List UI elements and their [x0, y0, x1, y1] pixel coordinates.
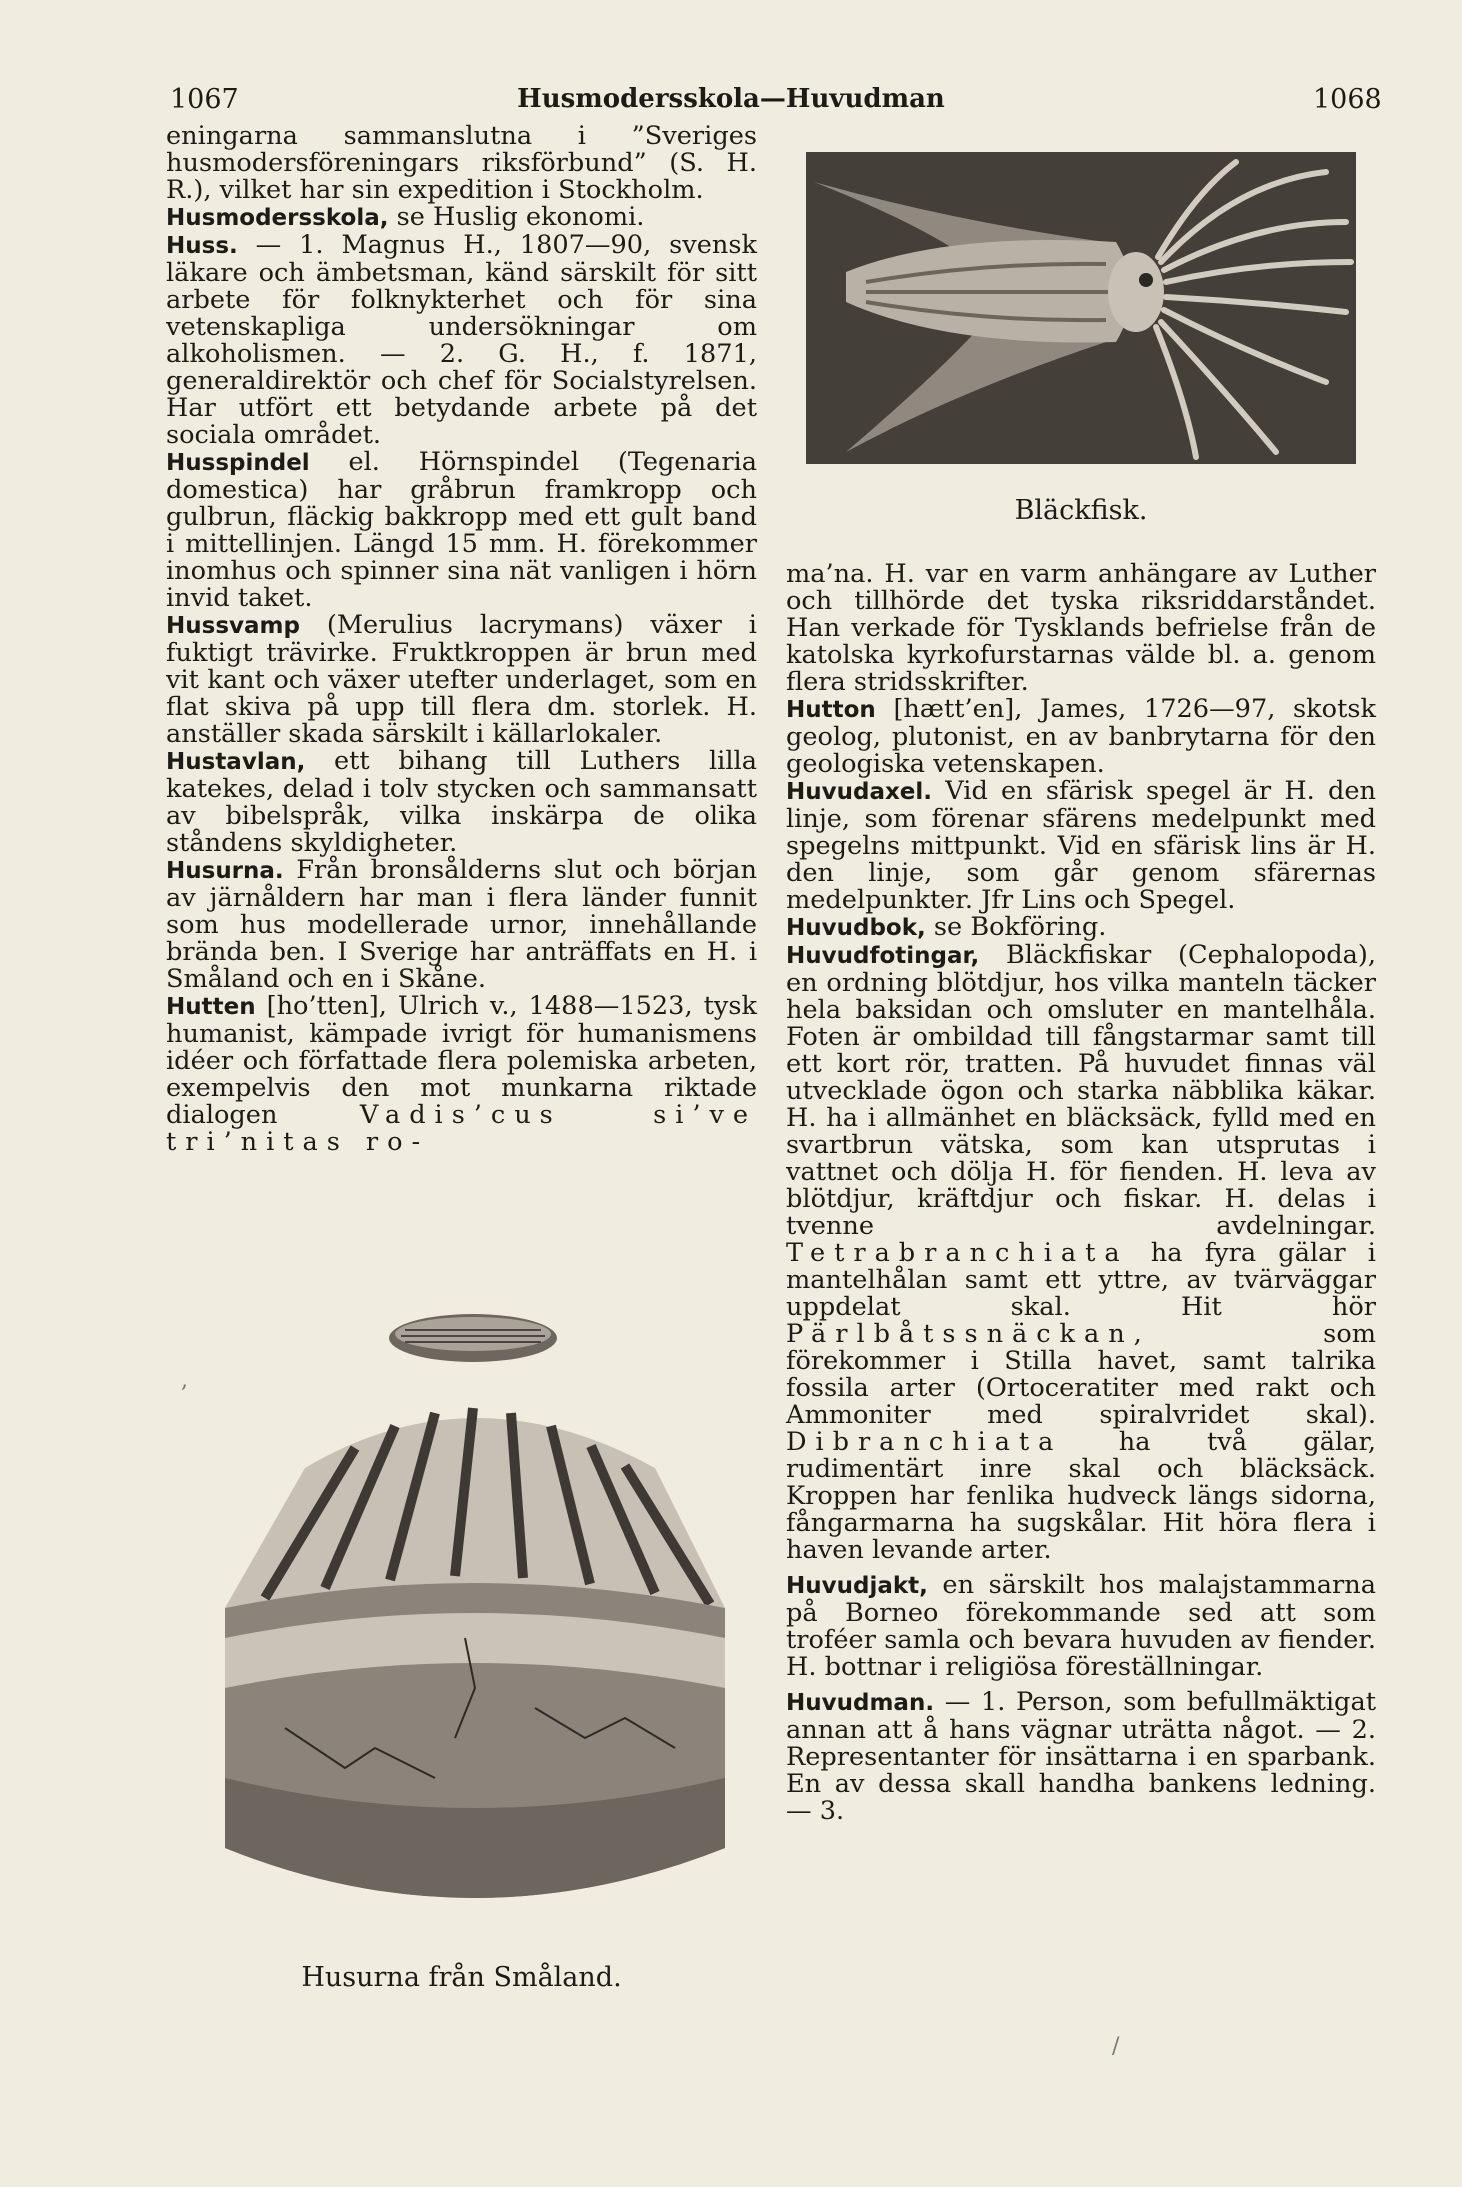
entry-huvudman: Huvudman. — 1. Person, som befullmäktigat annan att å hans vägnar uträtta något. — 2. Representanter för insättarna i en sparbank. En av dessa skall handha bankens ledning. — 3.	[786, 1687, 1376, 1826]
urn-illustration	[205, 1308, 750, 1940]
entry-hutton: Hutton [hætt’en], James, 1726—97, skotsk geolog, plutonist, en av banbrytarna för den geologiska vetenskapen.	[786, 694, 1376, 779]
page-number-left: 1067	[170, 84, 239, 115]
entry-huvudjakt: Huvudjakt, en särskilt hos malajstammarna på Borneo förekommande sed att som troféer samla och bevara huvuden av fiender. H. bottnar i religiösa föreställningar.	[786, 1570, 1376, 1682]
entry-headword: Hutten	[166, 994, 256, 1020]
entry-hutten: Hutten [ho’tten], Ulrich v., 1488—1523, tysk humanist, kämpade ivrigt för humanismens idéer och författade flera polemiska arbeten, exempelvis den mot munkarna riktade dialogen Vadis’cus si’ve tri’nitas ro-	[166, 991, 758, 1157]
squid-photo	[806, 152, 1356, 464]
entry-headword: Huss.	[166, 233, 238, 259]
entry-headword: Huvudaxel.	[786, 779, 933, 805]
entry-husurna: Husurna. Från bronsålderns slut och början av järnåldern har man i flera länder funnit som hus modellerade urnor, innehållande brända ben. I Sverige har anträffats en H. i Småland och en i Skåne.	[166, 855, 757, 994]
entry-continuation: eningarna sammanslutna i ”Sveriges husmodersföreningars riksförbund” (S. H. R.), vilket har sin expedition i Stockholm.	[166, 121, 757, 205]
entry-headword: Husurna.	[166, 858, 284, 884]
entry-headword: Huvudman.	[786, 1690, 935, 1716]
entry-hustavlan: Hustavlan, ett bihang till Luthers lilla katekes, delad i tolv stycken och sammansatt av bibelspråk, vilka inskärpa de olika ståndens skyldigheter.	[166, 746, 757, 858]
page-speck: /	[1112, 2034, 1120, 2059]
page-number-right: 1068	[1313, 84, 1382, 115]
spaced-title: Vadis’cus si’ve tri’nitas ro-	[166, 1100, 758, 1157]
entry-huss: Huss. — 1. Magnus H., 1807—90, svensk läkare och ämbetsman, känd särskilt för sitt arbete för folknykterhet och för sina vetenskapliga undersökningar om alkoholismen. — 2. G. H., f. 1871, generaldirektör och chef för Socialstyrelsen. Har utfört ett betydande arbete på det sociala området.	[166, 230, 757, 450]
page-speck: ,	[181, 1368, 188, 1393]
entry-huvudbok: Huvudbok, se Bokföring.	[786, 912, 1107, 942]
entry-continuation: ma’na. H. var en varm anhängare av Luther och tillhörde det tyska riksriddarståndet. Han verkade för Tysklands befrielse från de katolska kyrkofurstarnas välde bl. a. genom flera stridsskrifter.	[786, 559, 1376, 697]
left-column-top	[166, 123, 757, 1156]
entry-headword: Huvudbok,	[786, 915, 926, 941]
entry-huvudfotingar: Huvudfotingar, Bläckfiskar (Cephalopoda), en ordning blötdjur, hos vilka manteln täcker hela baksidan och omsluter en mantelhåla. Foten är ombildad till fångstarmar samt till ett kort rör, tratten. På huvudet finnas väl utvecklade ögon och starka näbblika käkar. H. ha i allmänhet en bläcksäck, fylld med en svartbrun vätska, som kan utsprutas i vattnet och dölja H. för fienden. H. leva av blötdjur, kräftdjur och fiskar. H. delas i tvenne avdelningar. Tetrabranchiata ha fyra gälar i mantelhålan samt ett yttre, av tvärväggar uppdelat skal. Hit hör Pärlbåtssnäckan, som förekommer i Stilla havet, samt talrika fossila arter (Ortoceratiter med rakt och Ammoniter med spiralvridet skal). Dibranchiata ha två gälar, rudimentärt inre skal och bläcksäck. Kroppen har fenlika hudveck längs sidorna, fångarmarna ha sugskålar. Hit höra flera i haven levande arter.	[786, 940, 1376, 1565]
entry-husmodersskola: Husmodersskola, se Huslig ekonomi.	[166, 202, 645, 232]
entry-headword: Hutton	[786, 697, 876, 723]
spaced-term: Pärlbåtssnäckan,	[786, 1319, 1151, 1349]
entry-headword: Hustavlan,	[166, 749, 306, 775]
running-header: Husmodersskola—Huvudman	[517, 84, 945, 114]
entry-headword: Husmodersskola,	[166, 205, 389, 231]
entry-headword: Huvudfotingar,	[786, 943, 980, 969]
entry-huvudaxel: Huvudaxel. Vid en sfärisk spegel är H. den linje, som förenar sfärens medelpunkt med spegelns mittpunkt. Vid en sfärisk lins är H. den linje, som går genom sfärernas medelpunkter. Jfr Lins och Spegel.	[786, 776, 1376, 915]
entry-headword: Husspindel	[166, 450, 310, 476]
entry-headword: Huvudjakt,	[786, 1573, 928, 1599]
entry-hussvamp: Hussvamp (Merulius lacrymans) växer i fuktigt trävirke. Fruktkroppen är brun med vit kant och växer utefter underlaget, som en flat skiva på upp till flera dm. storlek. H. anställer skada särskilt i källarlokaler.	[166, 610, 757, 749]
urn-caption: Husurna från Småland.	[301, 1962, 622, 1993]
entry-headword: Hussvamp	[166, 613, 300, 639]
right-column	[786, 561, 1376, 1825]
spaced-term: Dibranchiata	[786, 1427, 1063, 1457]
spaced-term: Tetrabranchiata	[786, 1238, 1129, 1268]
entry-husspindel: Husspindel el. Hörnspindel (Tegenaria domestica) har gråbrun framkropp och gulbrun, fläckig bakkropp med ett gult band i mittellinjen. Längd 15 mm. H. förekommer inomhus och spinner sina nät vanligen i hörn invid taket.	[166, 447, 757, 613]
squid-caption: Bläckfisk.	[1014, 495, 1148, 526]
